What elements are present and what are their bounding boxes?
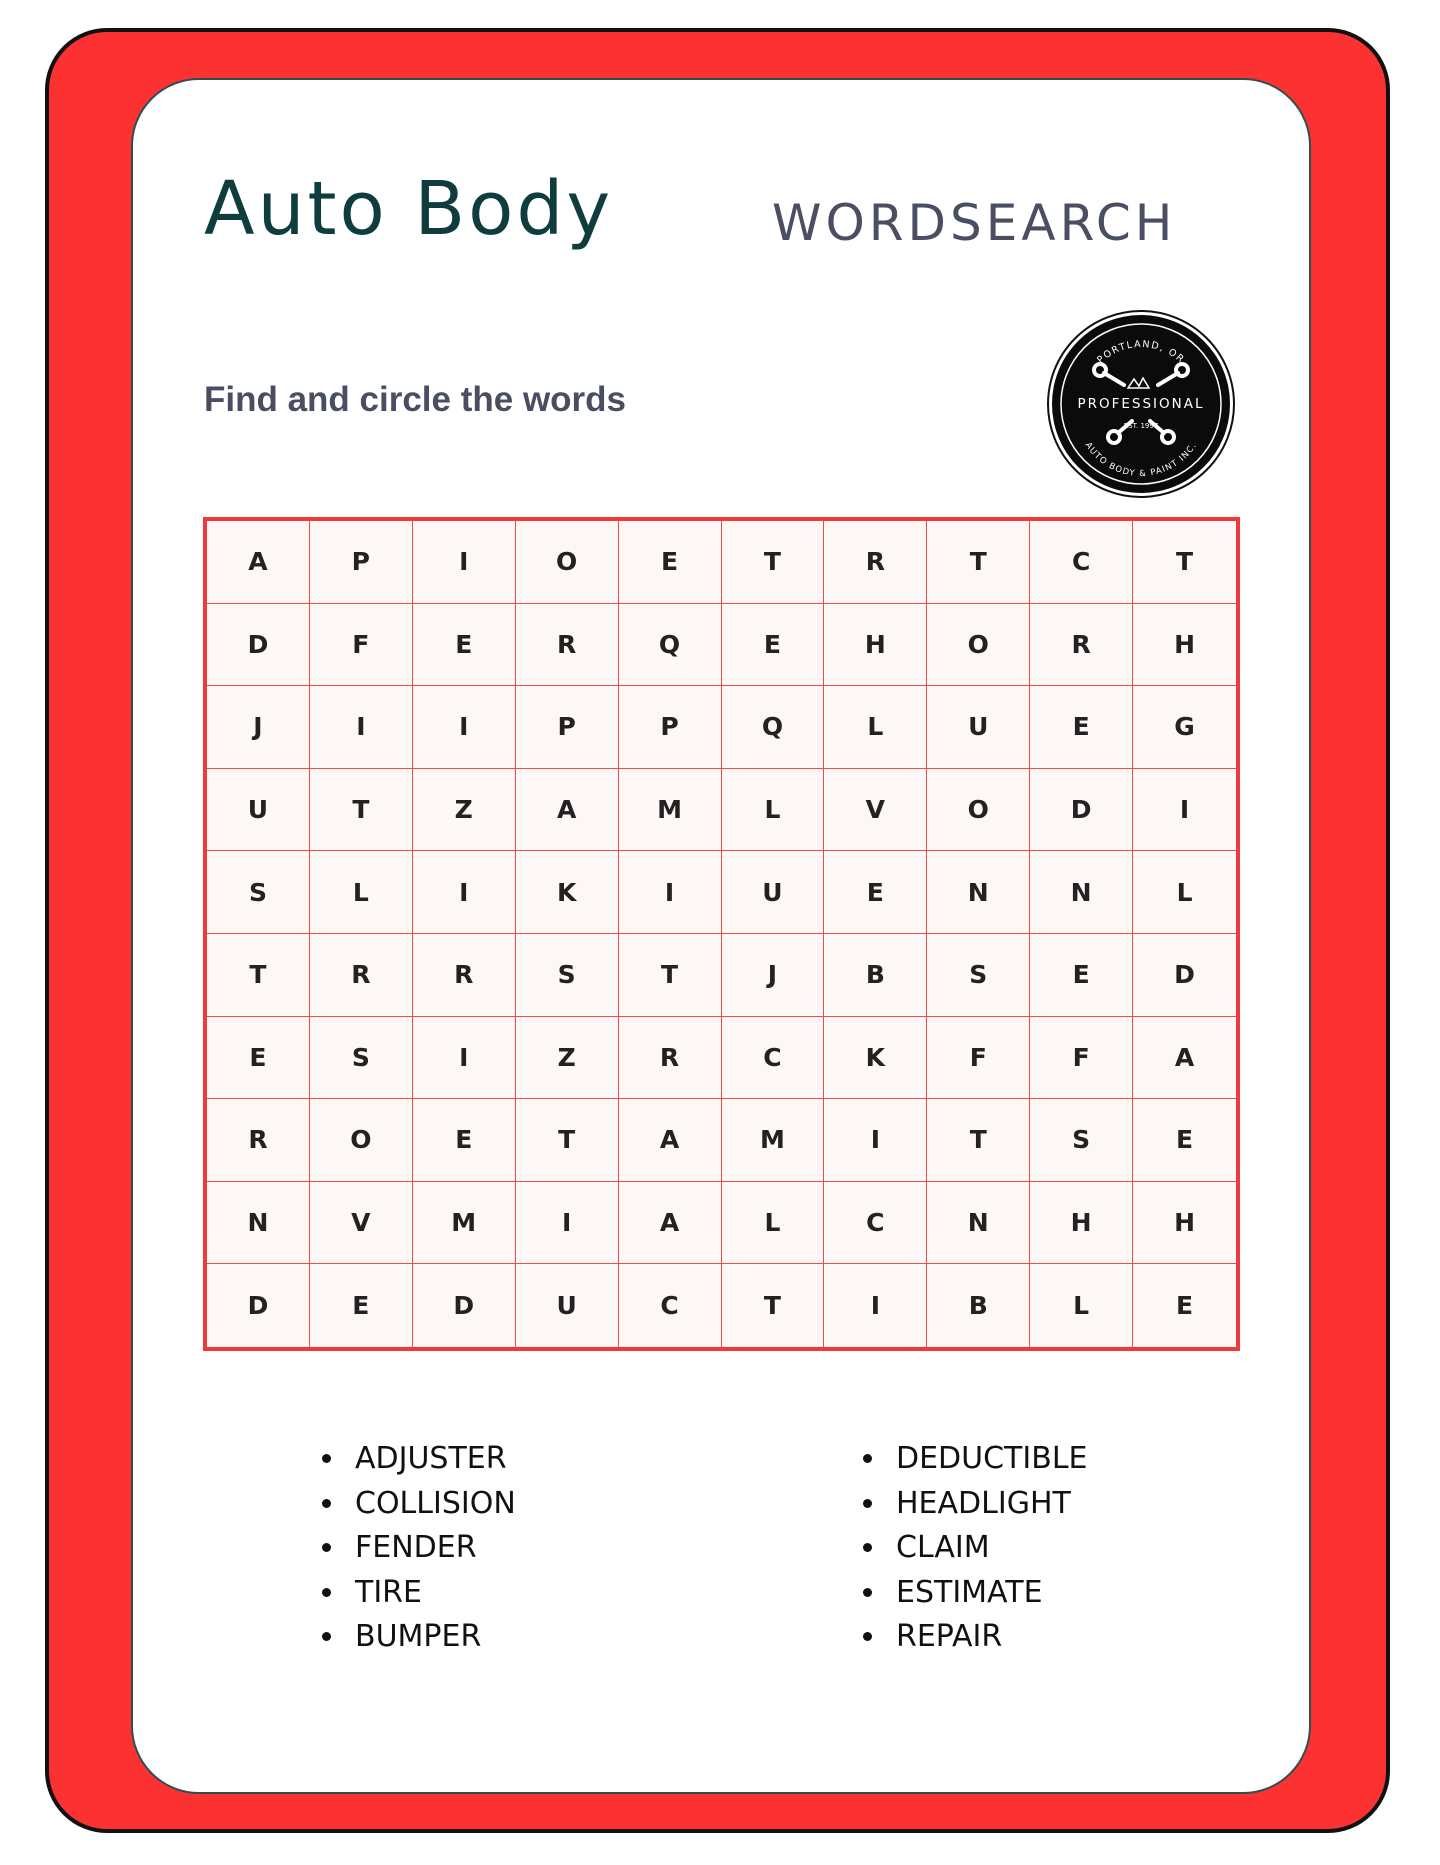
grid-cell[interactable]: I [310, 686, 413, 769]
grid-cell[interactable]: P [516, 686, 619, 769]
grid-cell[interactable]: A [207, 521, 310, 604]
word-list-item: • DEDUCTIBLE [888, 1437, 1087, 1482]
grid-cell[interactable]: T [722, 521, 825, 604]
grid-cell[interactable]: L [1133, 851, 1236, 934]
grid-cell[interactable]: I [413, 686, 516, 769]
grid-cell[interactable]: C [824, 1182, 927, 1265]
grid-cell[interactable]: B [824, 934, 927, 1017]
grid-cell[interactable]: E [207, 1017, 310, 1100]
grid-cell[interactable]: U [927, 686, 1030, 769]
grid-cell[interactable]: M [722, 1099, 825, 1182]
grid-cell[interactable]: I [516, 1182, 619, 1265]
grid-cell[interactable]: N [1030, 851, 1133, 934]
grid-cell[interactable]: K [516, 851, 619, 934]
grid-cell[interactable]: E [1030, 686, 1133, 769]
word-list-left [313, 1437, 516, 1660]
logo-main-text: PROFESSIONAL [1077, 396, 1205, 412]
page-subtitle: WORDSEARCH [772, 194, 1177, 252]
grid-cell[interactable]: T [1133, 521, 1236, 604]
grid-cell[interactable]: Z [516, 1017, 619, 1100]
grid-cell[interactable]: O [927, 769, 1030, 852]
grid-cell[interactable]: I [824, 1099, 927, 1182]
grid-cell[interactable]: R [310, 934, 413, 1017]
word-list-item: • REPAIR [888, 1615, 1087, 1660]
grid-cell[interactable]: F [927, 1017, 1030, 1100]
grid-cell[interactable]: K [824, 1017, 927, 1100]
grid-cell[interactable]: V [310, 1182, 413, 1265]
grid-cell[interactable]: E [824, 851, 927, 934]
word-list-item: • ESTIMATE [888, 1571, 1087, 1616]
logo-top-text: PORTLAND, OR [1095, 338, 1187, 366]
grid-cell[interactable]: T [516, 1099, 619, 1182]
grid-cell[interactable]: P [310, 521, 413, 604]
word-list-item: • FENDER [347, 1526, 516, 1571]
grid-cell[interactable]: M [619, 769, 722, 852]
grid-cell[interactable]: A [619, 1099, 722, 1182]
word-list-item: • BUMPER [347, 1615, 516, 1660]
page-title: Auto Body [204, 166, 614, 252]
grid-cell[interactable]: R [516, 604, 619, 687]
grid-cell[interactable]: L [1030, 1264, 1133, 1347]
grid-cell[interactable]: L [722, 1182, 825, 1265]
grid-cell[interactable]: M [413, 1182, 516, 1265]
logo-established-text: EST. 1997 [1123, 422, 1159, 430]
word-list-item: • COLLISION [347, 1482, 516, 1527]
grid-cell[interactable]: S [516, 934, 619, 1017]
grid-cell[interactable]: E [1030, 934, 1133, 1017]
grid-cell[interactable]: A [1133, 1017, 1236, 1100]
grid-cell[interactable]: N [927, 1182, 1030, 1265]
grid-cell[interactable]: E [310, 1264, 413, 1347]
grid-cell[interactable]: S [927, 934, 1030, 1017]
grid-cell[interactable]: B [927, 1264, 1030, 1347]
grid-cell[interactable]: I [1133, 769, 1236, 852]
word-list-item: • TIRE [347, 1571, 516, 1616]
grid-cell[interactable]: E [413, 1099, 516, 1182]
grid-cell[interactable]: D [207, 604, 310, 687]
grid-cell[interactable]: I [824, 1264, 927, 1347]
grid-cell[interactable]: I [619, 851, 722, 934]
grid-cell[interactable]: E [722, 604, 825, 687]
grid-cell[interactable]: D [1030, 769, 1133, 852]
grid-cell[interactable]: C [1030, 521, 1133, 604]
grid-cell[interactable]: T [619, 934, 722, 1017]
grid-cell[interactable]: P [619, 686, 722, 769]
grid-cell[interactable]: L [824, 686, 927, 769]
grid-cell[interactable]: A [516, 769, 619, 852]
grid-cell[interactable]: E [619, 521, 722, 604]
grid-cell[interactable]: H [1133, 604, 1236, 687]
grid-cell[interactable]: R [619, 1017, 722, 1100]
grid-cell[interactable]: S [310, 1017, 413, 1100]
grid-cell[interactable]: J [722, 934, 825, 1017]
grid-cell[interactable]: E [1176, 1291, 1194, 1321]
word-list-item: • CLAIM [888, 1526, 1087, 1571]
grid-cell[interactable]: Q [722, 686, 825, 769]
grid-cell[interactable]: L [722, 769, 825, 852]
grid-cell[interactable]: I [413, 851, 516, 934]
grid-cell[interactable]: D [1133, 934, 1236, 1017]
word-list-item: • HEADLIGHT [888, 1482, 1087, 1527]
grid-cell[interactable]: N [207, 1182, 310, 1265]
grid-cell[interactable]: T [927, 521, 1030, 604]
grid-cell[interactable]: S [1030, 1099, 1133, 1182]
grid-cell[interactable]: O [516, 521, 619, 604]
grid-cell[interactable]: H [1030, 1182, 1133, 1265]
grid-cell[interactable]: C [722, 1017, 825, 1100]
grid-cell[interactable]: H [1133, 1182, 1236, 1265]
grid-cell[interactable]: F [310, 604, 413, 687]
grid-cell[interactable]: T [927, 1099, 1030, 1182]
word-list-item: • ADJUSTER [347, 1437, 516, 1482]
grid-cell[interactable]: T [207, 934, 310, 1017]
grid-cell[interactable]: H [824, 604, 927, 687]
grid-cell[interactable]: Q [619, 604, 722, 687]
grid-cell[interactable]: E [1133, 1099, 1236, 1182]
grid-cell[interactable]: V [824, 769, 927, 852]
grid-cell[interactable]: R [824, 521, 927, 604]
grid-cell[interactable]: N [927, 851, 1030, 934]
grid-cell[interactable]: F [1030, 1017, 1133, 1100]
grid-cell[interactable]: G [1133, 686, 1236, 769]
grid-cell[interactable]: C [619, 1264, 722, 1347]
grid-cell[interactable]: R [413, 934, 516, 1017]
grid-cell[interactable]: Z [413, 769, 516, 852]
grid-cell[interactable]: R [207, 1099, 310, 1182]
wordsearch-grid [203, 517, 1240, 1351]
grid-cell[interactable]: E [413, 604, 516, 687]
grid-cell[interactable]: I [413, 1017, 516, 1100]
grid-cell[interactable]: A [619, 1182, 722, 1265]
grid-cell[interactable]: I [413, 521, 516, 604]
instructions-text: Find and circle the words [204, 380, 627, 419]
word-list-right [854, 1437, 1087, 1660]
company-logo [1046, 309, 1236, 499]
grid-cell[interactable]: T [310, 769, 413, 852]
grid-cell[interactable]: J [207, 686, 310, 769]
grid-cell[interactable]: U [207, 769, 310, 852]
grid-cell[interactable]: O [310, 1099, 413, 1182]
grid-cell[interactable]: U [516, 1264, 619, 1347]
grid-cell[interactable]: D [413, 1264, 516, 1347]
grid-cell[interactable]: R [1030, 604, 1133, 687]
grid-cell[interactable]: L [310, 851, 413, 934]
grid-cell[interactable]: T [722, 1264, 825, 1347]
grid-cell[interactable]: O [927, 604, 1030, 687]
grid-cell[interactable]: U [722, 851, 825, 934]
grid-cell[interactable]: D [207, 1264, 310, 1347]
grid-cell[interactable]: S [207, 851, 310, 934]
logo-bottom-text: AUTO BODY & PAINT INC. [1082, 440, 1200, 480]
